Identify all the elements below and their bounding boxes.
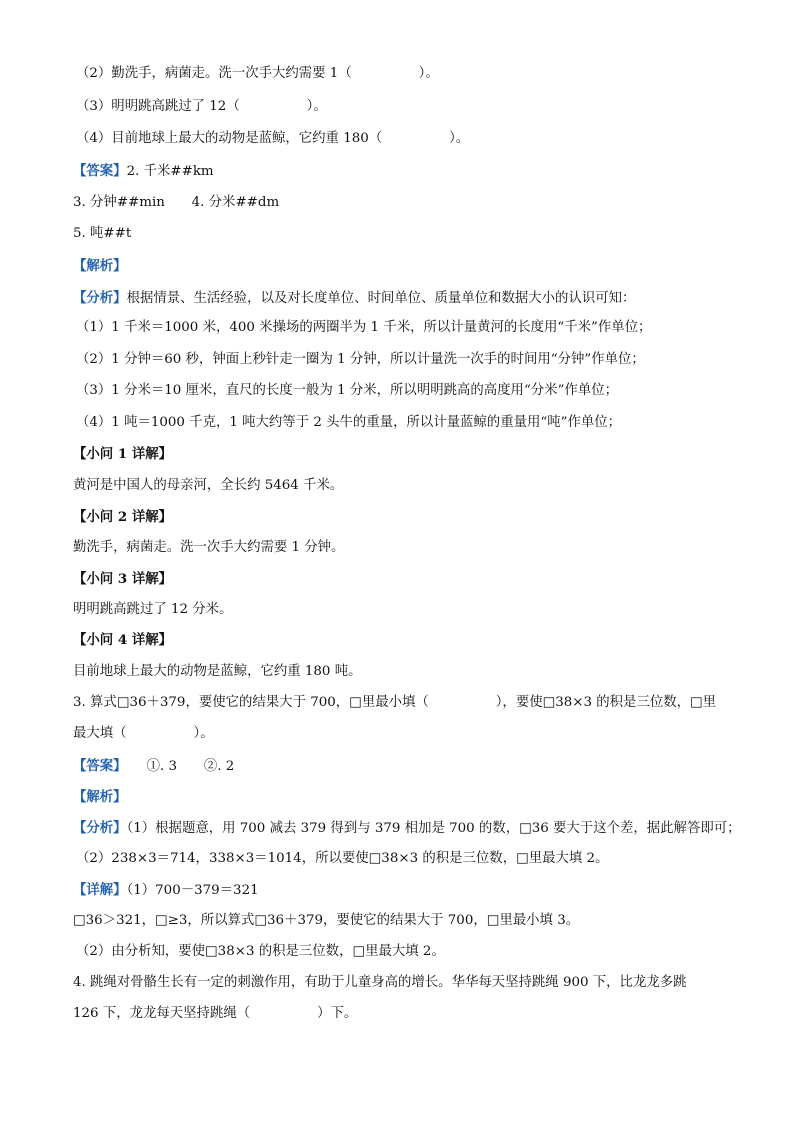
- analysis-point-2: （2）1 分钟＝60 秒，钟面上秒针走一圈为 1 分钟，所以计量洗一次手的时间用“分钟”作单位；: [76, 352, 645, 367]
- answer-line-1: [73, 161, 754, 182]
- question-3-detail-1: [73, 880, 754, 901]
- question-3-analysis-2: （2）238×3＝714，338×3＝1014，所以要使□38×3 的积是三位数，□里最大填 2。: [76, 851, 609, 866]
- question-4-line-2: 126 下，龙龙每天坚持跳绳（ ）下。: [73, 1006, 358, 1021]
- analysis-text: （1）根据题意，用 700 减去 379 得到与 379 相加是 700 的数，□36 要大于这个差，据此解答即可；: [126, 821, 741, 836]
- analysis-point-3: （3）1 分米＝10 厘米，直尺的长度一般为 1 分米，所以明明跳高的高度用“分米”作单位；: [76, 383, 618, 398]
- answer-tag: 【答案】: [73, 758, 120, 774]
- sub-question-1-detail: 黄河是中国人的母亲河，全长约 5464 千米。: [73, 478, 344, 493]
- sub-question-1-heading: 【小问 1 详解】: [73, 446, 172, 462]
- analysis-intro: [73, 288, 754, 309]
- analysis-tag: 【解析】: [73, 789, 127, 805]
- analysis-heading: [73, 256, 754, 277]
- sub-question-2-detail: 勤洗手，病菌走。洗一次手大约需要 1 分钟。: [73, 540, 345, 555]
- analysis-point-4: （4）1 吨＝1000 千克，1 吨大约等于 2 头牛的重量，所以计量蓝鲸的重量用“吨”作单位；: [76, 415, 622, 430]
- question-3-analysis-1: [73, 818, 754, 839]
- detail-text: （1）700－379＝321: [126, 883, 259, 898]
- question-2-2: （2）勤洗手，病菌走。洗一次手大约需要 1（ ）。: [76, 66, 439, 81]
- question-2-4: （4）目前地球上最大的动物是蓝鲸，它约重 180（ ）。: [76, 131, 470, 146]
- answer-text: 2. 千米##km: [126, 164, 214, 179]
- sub-question-4-heading: 【小问 4 详解】: [73, 632, 172, 648]
- sub-question-2-heading: 【小问 2 详解】: [73, 509, 172, 525]
- sub-question-4-detail: 目前地球上最大的动物是蓝鲸，它约重 180 吨。: [73, 664, 362, 679]
- answer-text: ①. 3 ②. 2: [119, 759, 235, 774]
- question-3-answer: [73, 756, 754, 777]
- analysis-point-1: （1）1 千米＝1000 米，400 米操场的两圈半为 1 千米，所以计量黄河的长度用“千米”作单位；: [76, 320, 652, 335]
- question-3-detail-2: □36＞321，□≥3，所以算式□36＋379，要使它的结果大于 700，□里最小填 3。: [73, 913, 580, 928]
- analysis-tag: 【解析】: [73, 258, 127, 274]
- analysis-intro-text: 根据情景、生活经验，以及对长度单位、时间单位、质量单位和数据大小的认识可知：: [126, 291, 636, 306]
- answer-line-2: 3. 分钟##min 4. 分米##dm: [73, 195, 280, 210]
- question-4-line-1: 4. 跳绳对骨骼生长有一定的刺激作用，有助于儿童身高的增长。华华每天坚持跳绳 900 下，比龙龙多跳: [73, 975, 687, 990]
- question-3-line-1: 3. 算式□36＋379，要使它的结果大于 700，□里最小填（ ），要使□38×3 的积是三位数，□里: [73, 695, 717, 710]
- question-3-line-2: 最大填（ ）。: [73, 726, 214, 741]
- sub-question-3-heading: 【小问 3 详解】: [73, 571, 172, 587]
- sub-question-3-detail: 明明跳高跳过了 12 分米。: [73, 602, 233, 617]
- detail-tag: 【详解】: [73, 882, 127, 898]
- question-3-detail-3: （2）由分析知，要使□38×3 的积是三位数，□里最大填 2。: [76, 944, 445, 959]
- question-2-3: （3）明明跳高跳过了 12（ ）。: [76, 99, 327, 114]
- analysis-sub-tag: 【分析】: [73, 290, 127, 306]
- analysis-sub-tag: 【分析】: [73, 820, 127, 836]
- answer-tag: 【答案】: [73, 163, 127, 179]
- question-3-analysis-heading: [73, 787, 754, 808]
- answer-line-3: 5. 吨##t: [73, 226, 132, 241]
